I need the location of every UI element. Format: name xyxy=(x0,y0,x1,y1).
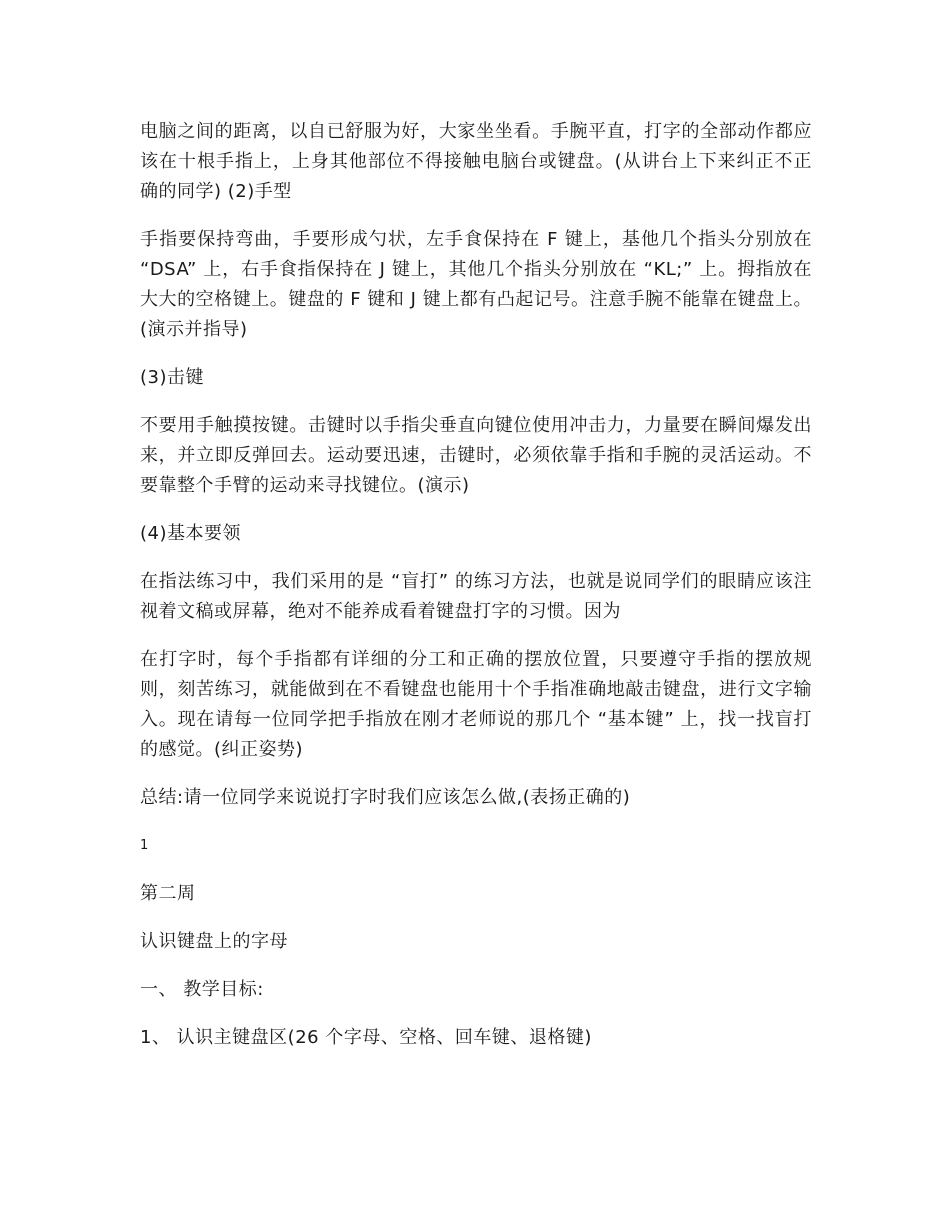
paragraph-hand-shape: 手指要保持弯曲，手要形成勺状，左手食保持在 F 键上，基他几个指头分别放在 “DSA” 上，右手食指保持在 J 键上，其他几个指头分别放在 “KL;” 上。拇指放在大大的空格键上。键盘的 F 键和 J 键上都有凸起记号。注意手腕不能靠在键盘上。(演示并指导) xyxy=(140,229,812,340)
paragraph-keystroke: 不要用手触摸按键。击键时以手指尖垂直向键位使用冲击力，力量要在瞬间爆发出来，并立即反弹回去。运动要迅速，击键时，必须依靠手指和手腕的灵活运动。不要靠整个手臂的运动来寻找键位。(演示) xyxy=(140,415,812,496)
summary-line: 总结:请一位同学来说说打字时我们应该怎么做,(表扬正确的) xyxy=(140,787,631,808)
heading-lesson-title: 认识键盘上的字母 xyxy=(140,931,288,952)
paragraph-touch-typing: 在指法练习中，我们采用的是 “盲打” 的练习方法，也就是说同学们的眼睛应该注视着文稿或屏幕，绝对不能养成看着键盘打字的习惯。因为 xyxy=(140,571,812,622)
heading-teaching-goals: 一、 教学目标: xyxy=(140,979,264,1000)
paragraph-finger-placement: 在打字时，每个手指都有详细的分工和正确的摆放位置，只要遵守手指的摆放规则，刻苦练习，就能做到在不看键盘也能用十个手指准确地敲击键盘，进行文字输入。现在请每一位同学把手指放在刚才老师说的那几个 “基本键” 上，找一找盲打的感觉。(纠正姿势) xyxy=(140,649,812,760)
heading-keystroke: (3)击键 xyxy=(140,367,204,388)
list-item-goal-1: 1、 认识主键盘区(26 个字母、空格、回车键、退格键) xyxy=(140,1027,592,1048)
heading-week-two: 第二周 xyxy=(140,883,196,904)
heading-basic-essentials: (4)基本要领 xyxy=(140,523,241,544)
paragraph-sitting-posture: 电脑之间的距离，以自已舒服为好，大家坐坐看。手腕平直，打字的全部动作都应该在十根手指上，上身其他部位不得接触电脑台或键盘。(从讲台上下来纠正不正确的同学) (2)手型 xyxy=(140,121,812,202)
document-content xyxy=(140,117,812,1071)
page-number: 1 xyxy=(140,838,149,853)
